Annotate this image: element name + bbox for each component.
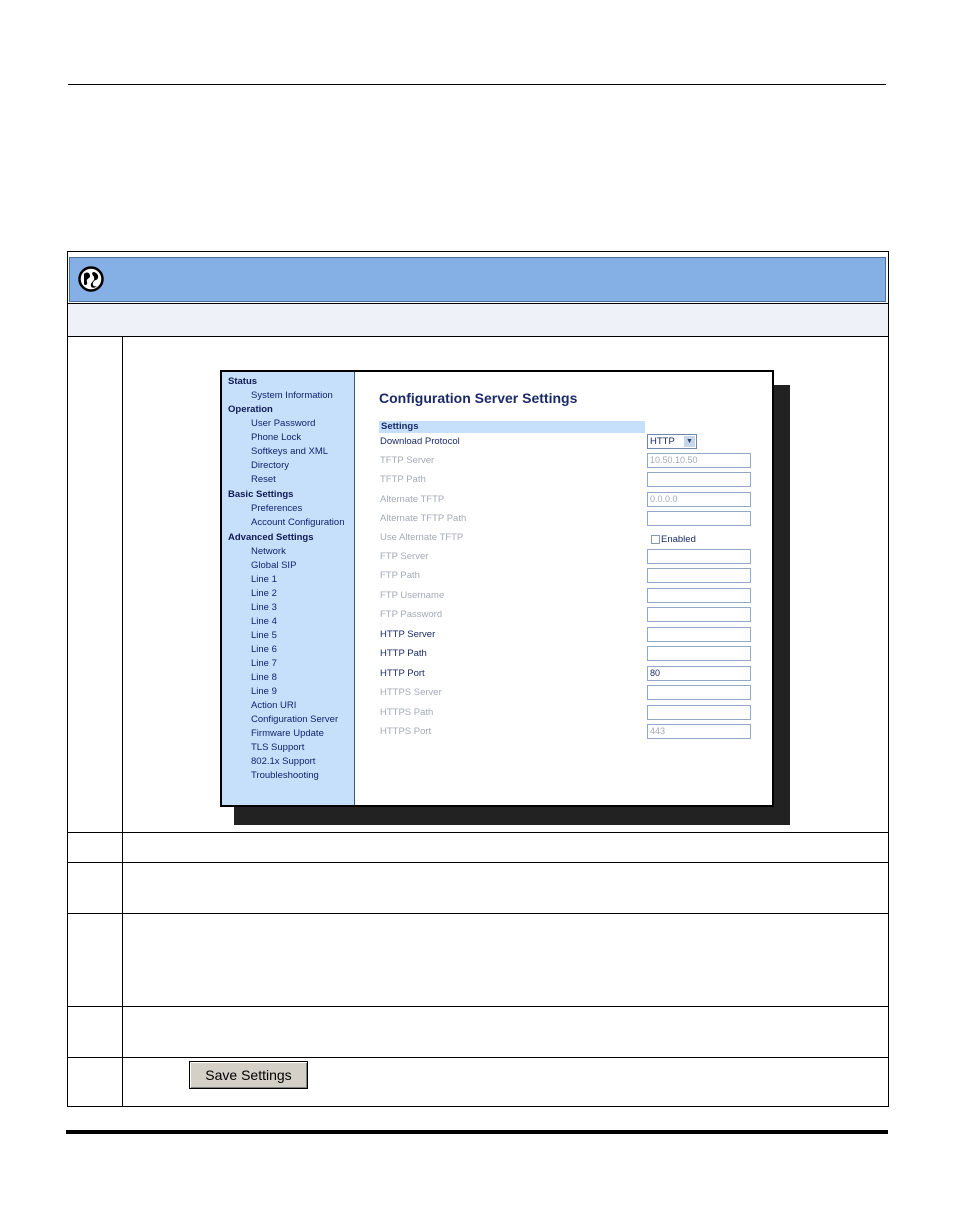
http-port-input[interactable]: 80 <box>647 666 751 681</box>
download-protocol-value: HTTP <box>650 436 675 447</box>
nav-item-line-3[interactable]: Line 3 <box>251 602 277 613</box>
tftp-path-input[interactable] <box>647 472 751 487</box>
download-protocol-select[interactable] <box>647 434 697 449</box>
alternate-tftp-path-input[interactable] <box>647 511 751 526</box>
http-path-input[interactable] <box>647 646 751 661</box>
nav-section-advanced-settings[interactable]: Advanced Settings <box>228 532 314 543</box>
nav-item-line-7[interactable]: Line 7 <box>251 658 277 669</box>
https-path-label: HTTPS Path <box>380 707 434 718</box>
nav-item-account-configuration[interactable]: Account Configuration <box>251 517 345 528</box>
nav-item-action-uri[interactable]: Action URI <box>251 700 297 711</box>
row-divider <box>68 1006 888 1007</box>
top-rule <box>68 84 886 85</box>
ftp-path-input[interactable] <box>647 568 751 583</box>
ftp-password-input[interactable] <box>647 607 751 622</box>
nav-item-line-4[interactable]: Line 4 <box>251 616 277 627</box>
https-port-label: HTTPS Port <box>380 726 432 737</box>
nav-item-line-9[interactable]: Line 9 <box>251 686 277 697</box>
nav-item-line-6[interactable]: Line 6 <box>251 644 277 655</box>
nav-item-8021x-support[interactable]: 802.1x Support <box>251 756 316 767</box>
nav-item-softkeys-xml[interactable]: Softkeys and XML <box>251 446 329 457</box>
https-port-input[interactable]: 443 <box>647 724 751 739</box>
tftp-path-label: TFTP Path <box>380 474 426 485</box>
sidebar-nav <box>222 372 355 805</box>
nav-section-basic-settings[interactable]: Basic Settings <box>228 489 294 500</box>
ftp-username-input[interactable] <box>647 588 751 603</box>
ftp-username-label: FTP Username <box>380 590 445 601</box>
alternate-tftp-input[interactable]: 0.0.0.0 <box>647 492 751 507</box>
nav-section-status[interactable]: Status <box>228 376 258 387</box>
enabled-checkbox-label: Enabled <box>661 534 696 545</box>
nav-section-operation[interactable]: Operation <box>228 404 273 415</box>
row-divider <box>68 862 888 863</box>
web-ui-screenshot <box>220 370 774 807</box>
nav-item-configuration-server[interactable]: Configuration Server <box>251 714 339 725</box>
http-path-label: HTTP Path <box>380 648 427 659</box>
nav-item-global-sip[interactable]: Global SIP <box>251 560 297 571</box>
alternate-tftp-path-label: Alternate TFTP Path <box>380 513 467 524</box>
nav-item-line-8[interactable]: Line 8 <box>251 672 277 683</box>
use-alternate-tftp-checkbox[interactable] <box>651 535 660 544</box>
nav-item-line-5[interactable]: Line 5 <box>251 630 277 641</box>
globe-icon <box>78 266 104 292</box>
tftp-server-input[interactable]: 10.50.10.50 <box>647 453 751 468</box>
settings-panel <box>355 372 772 805</box>
http-server-input[interactable] <box>647 627 751 642</box>
https-server-label: HTTPS Server <box>380 687 442 698</box>
save-settings-button[interactable]: Save Settings <box>189 1061 308 1089</box>
nav-item-phone-lock[interactable]: Phone Lock <box>251 432 302 443</box>
ftp-password-label: FTP Password <box>380 609 443 620</box>
nav-item-preferences[interactable]: Preferences <box>251 503 303 514</box>
https-server-input[interactable] <box>647 685 751 700</box>
use-alternate-tftp-label: Use Alternate TFTP <box>380 532 464 543</box>
row-divider <box>68 913 888 914</box>
ftp-path-label: FTP Path <box>380 570 420 581</box>
nav-item-line-1[interactable]: Line 1 <box>251 574 277 585</box>
ftp-server-label: FTP Server <box>380 551 429 562</box>
nav-item-line-2[interactable]: Line 2 <box>251 588 277 599</box>
row-divider <box>68 1057 888 1058</box>
page-title: Configuration Server Settings <box>379 390 578 406</box>
https-path-input[interactable] <box>647 705 751 720</box>
tftp-server-label: TFTP Server <box>380 455 435 466</box>
nav-item-directory[interactable]: Directory <box>251 460 290 471</box>
chevron-down-icon: ▼ <box>684 436 695 447</box>
download-protocol-label: Download Protocol <box>380 436 460 447</box>
ftp-server-input[interactable] <box>647 549 751 564</box>
nav-item-user-password[interactable]: User Password <box>251 418 316 429</box>
nav-item-reset[interactable]: Reset <box>251 474 276 485</box>
nav-item-troubleshooting[interactable]: Troubleshooting <box>251 770 319 781</box>
http-port-label: HTTP Port <box>380 668 425 679</box>
step-column-divider <box>122 336 123 1106</box>
nav-item-system-information[interactable]: System Information <box>251 390 333 401</box>
nav-item-network[interactable]: Network <box>251 546 286 557</box>
procedure-header-band <box>69 257 886 302</box>
row-divider <box>68 832 888 833</box>
http-server-label: HTTP Server <box>380 629 436 640</box>
procedure-subheader-row <box>68 303 888 337</box>
settings-section-header: Settings <box>379 421 645 433</box>
nav-item-tls-support[interactable]: TLS Support <box>251 742 305 753</box>
alternate-tftp-label: Alternate TFTP <box>380 494 445 505</box>
nav-item-firmware-update[interactable]: Firmware Update <box>251 728 324 739</box>
bottom-rule <box>66 1130 888 1134</box>
